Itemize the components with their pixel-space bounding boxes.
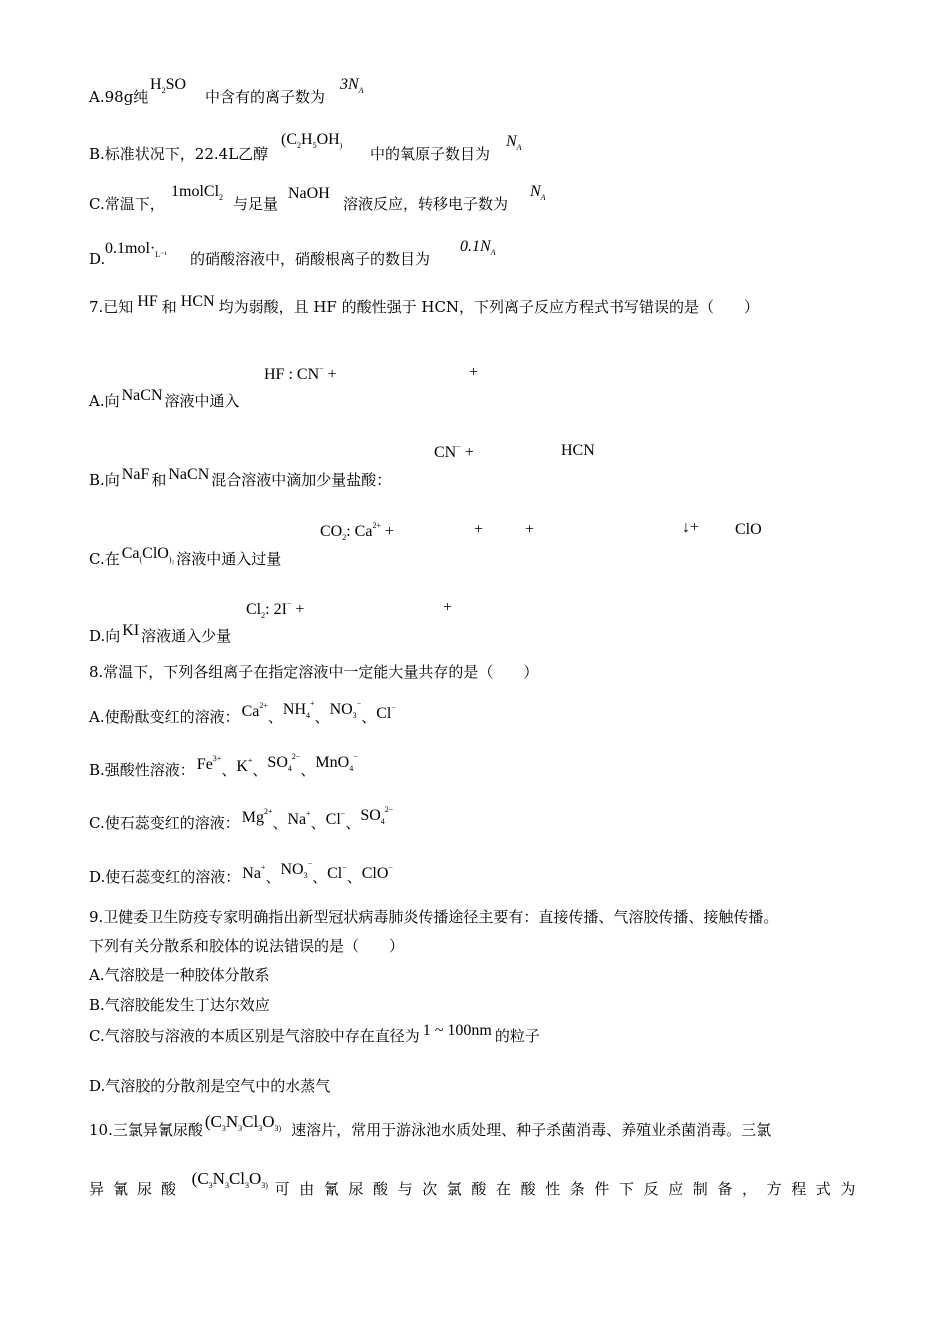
q6-c-text2: 溶液反应，转移电子数为 <box>343 195 509 213</box>
q6-b-formula: ($C_2H_5OH_)$ <box>281 131 343 150</box>
q7-d-equation: $Cl_2$: 2I− + <box>246 599 305 620</box>
q8-option-a: A.使酚酞变红的溶液： $Ca^{2+}$、$NH_4^+$、$NO_3^-$、Cl− <box>89 699 396 726</box>
q7-option-d: D.向 KI 溶液通入少量 <box>89 622 232 645</box>
q7-c-equation: $CO_2$: $Ca^{2+}$ + <box>320 521 394 542</box>
q7-a-equation-plus: + <box>469 364 479 381</box>
q6-d-text: 的硝酸溶液中，硝酸根离子的数目为 <box>190 250 431 268</box>
q6-c-value: $N_A$ <box>530 183 546 202</box>
q7-option-b: B.向 NaF 和 NaCN 混合溶液中滴加少量盐酸： <box>89 466 392 489</box>
q6-c-text: 与足量 <box>233 195 279 213</box>
q7-c-plus1: + <box>474 521 484 538</box>
q9-option-a: A.气溶胶是一种胶体分散系 <box>89 966 270 984</box>
q9-option-d: D.气溶胶的分散剂是空气中的水蒸气 <box>89 1077 331 1095</box>
q7-c-plus2: + <box>525 521 535 538</box>
q9-option-c: C.气溶胶与溶液的本质区别是气溶胶中存在直径为 1 ~ 100nm 的粒子 <box>89 1022 540 1045</box>
q7-stem: 7.已知 HF 和 HCN 均为弱酸，且 HF 的酸性强于 HCN，下列离子反应方程式书写错误的是（ ） <box>89 293 760 316</box>
q7-option-a: A.向 NaCN 溶液中通入 <box>89 387 240 410</box>
q10-stem-line1: 10.三氯异氰尿酸 ($C_3N_3Cl_3O_{3)}$ 速溶片，常用于游泳池水质处理、种子杀菌消毒、养殖业杀菌消毒。三氯 <box>89 1112 772 1139</box>
q9-stem-line2: 下列有关分散系和胶体的说法错误的是（ ） <box>89 937 405 955</box>
q8-option-d: D.使石蕊变红的溶液： Na+、$NO_3^-$、Cl−、ClO− <box>89 859 393 886</box>
q8-stem: 8.常温下，下列各组离子在指定溶液中一定能大量共存的是（ ） <box>89 663 539 681</box>
q6-a-formula: $H_2SO$ <box>150 76 187 95</box>
q7-c-arrow: ↓+ <box>682 519 700 536</box>
q9-stem-line1: 9.卫健委卫生防疫专家明确指出新型冠状病毒肺炎传播途径主要有：直接传播、气溶胶传播、接触传播。 <box>89 908 779 926</box>
q8-option-c: C.使石蕊变红的溶液： $Mg^{2+}$、Na+、Cl−、$SO_4^{2-}$ <box>89 805 394 832</box>
q6-d-formula: $0.1mol\cdot_{L^{-1}}$ <box>105 240 167 259</box>
q6-b-value: $N_A$ <box>506 133 522 152</box>
q6-a-label: A.98g纯 <box>89 88 149 106</box>
q8-option-b: B.强酸性溶液： $Fe^{3+}$、K+、$SO_4^{2-}$、MnO$_4$− <box>89 752 358 779</box>
q6-c-formula: 1molCl$_2$ <box>171 183 224 202</box>
q6-d-value: $0.1N_A$ <box>460 238 496 257</box>
q6-c-formula2: NaOH <box>288 185 330 202</box>
q6-b-text: 中的氧原子数目为 <box>370 145 491 163</box>
q7-a-equation: HF : CN− + <box>264 364 337 383</box>
q9-option-b: B.气溶胶能发生丁达尔效应 <box>89 996 270 1014</box>
q7-option-c: C.在 $Ca_(ClO_{)_2}$ 溶液中通入过量 <box>89 545 282 568</box>
q7-b-equation: CN− + <box>434 442 474 461</box>
q7-d-plus: + <box>443 599 453 616</box>
q7-b-equation-product: HCN <box>561 442 595 459</box>
q6-option-d: D. <box>89 250 106 268</box>
q6-a-text: 中含有的离子数为 <box>205 88 326 106</box>
q6-a-value: $3N_A$ <box>340 76 364 95</box>
q6-option-a <box>89 88 148 106</box>
q7-c-clo: ClO <box>735 521 762 538</box>
q6-option-c: C.常温下， <box>89 195 165 213</box>
q6-option-b: B.标准状况下，22.4L乙醇 <box>89 145 269 163</box>
q10-stem-line2: 异氰尿酸 ($C_3N_3Cl_3O_{3)}$ 可由氰尿酸与次氯酸在酸性条件下反应制备，方程式为 <box>89 1169 865 1198</box>
